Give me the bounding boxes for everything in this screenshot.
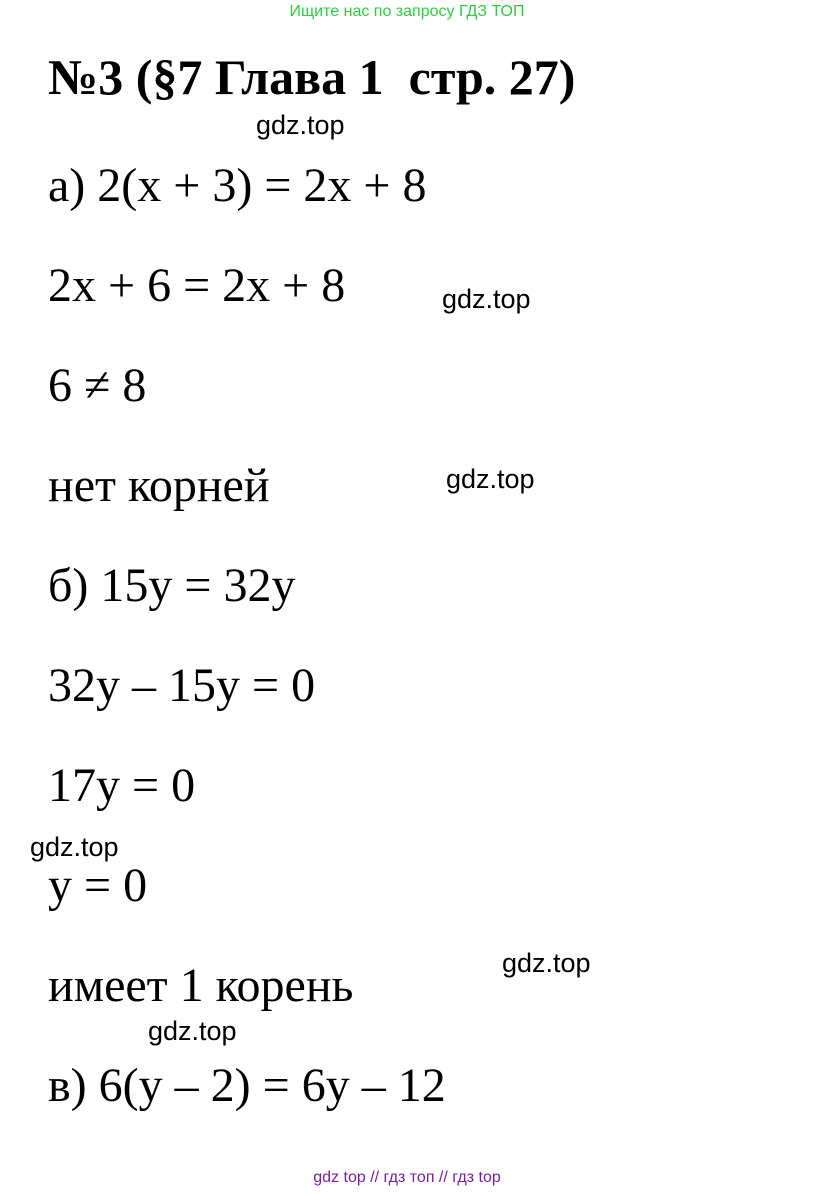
equation-line-b: б) 15y = 32y <box>48 559 296 612</box>
equation-line: 17y = 0 <box>48 759 196 812</box>
equation-line: 6 ≠ 8 <box>48 359 147 412</box>
watermark: gdz.top <box>256 110 345 140</box>
answer-line: имеет 1 корень <box>48 959 354 1012</box>
equation-line-a: а) 2(x + 3) = 2x + 8 <box>48 159 427 212</box>
top-banner: Ищите нас по запросу ГДЗ ТОП <box>289 3 525 20</box>
equation-line-v: в) 6(y – 2) = 6y – 12 <box>48 1059 446 1112</box>
answer-line: нет корней <box>48 459 270 512</box>
equation-line: 32y – 15y = 0 <box>48 659 316 712</box>
equation-line: y = 0 <box>48 859 148 912</box>
equation-line: 2x + 6 = 2x + 8 <box>48 259 346 312</box>
watermark: gdz.top <box>148 1016 237 1046</box>
watermark: gdz.top <box>502 948 591 978</box>
page-title: №3 (§7 Глава 1 стр. 27) <box>48 49 576 105</box>
watermark: gdz.top <box>442 284 531 314</box>
watermark: gdz.top <box>30 832 119 862</box>
watermark: gdz.top <box>446 464 535 494</box>
footer: gdz top // гдз топ // гдз top <box>313 1169 501 1186</box>
